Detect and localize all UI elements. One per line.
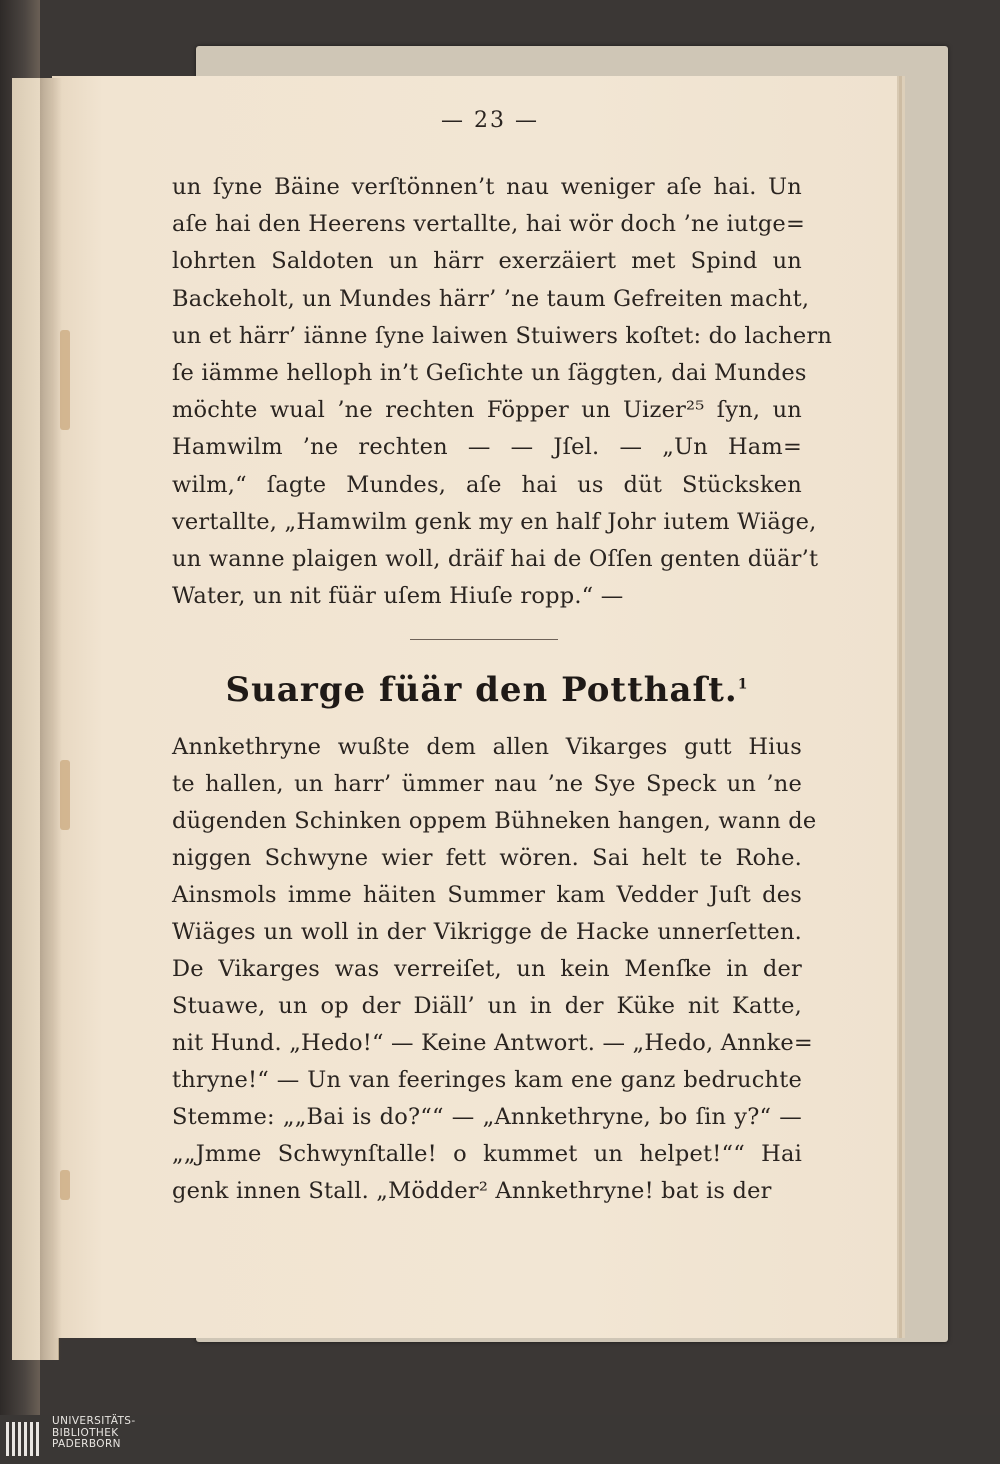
text-line: te hallen, un harr’ ümmer nau ’ne Sye Speck un ’ne bbox=[172, 771, 802, 797]
text-line: Ainsmols imme häiten Summer kam Vedder Juſt des bbox=[172, 882, 802, 908]
text-line: niggen Schwyne wier fett wören. Sai helt te Rohe. bbox=[172, 845, 802, 871]
text-line: Stuawe, un op der Diäll’ un in der Küke nit Katte, bbox=[172, 993, 802, 1019]
text-line: lohrten Saldoten un härr exerzäiert met Spind un bbox=[172, 248, 802, 275]
text-line: ſe iämme helloph in’t Geſichte un ſäggten, dai Mundes bbox=[172, 360, 807, 386]
logo-line-1: UNIVERSITÄTS- bbox=[52, 1415, 136, 1427]
text-line: thryne!“ — Un van feeringes kam ene ganz bedruchte bbox=[172, 1067, 802, 1093]
page-number: — 23 — bbox=[441, 108, 539, 133]
heading-text: Suarge füär den Potthaſt. bbox=[225, 670, 738, 710]
text-line: genk innen Stall. „Mödder² Annkethryne! bat is der bbox=[172, 1178, 772, 1204]
text-line: dügenden Schinken oppem Bühneken hangen, wann de bbox=[172, 808, 817, 834]
text-line: Water, un nit füär uſem Hiuſe ropp.“ — bbox=[172, 583, 624, 610]
text-line: Annkethryne wußte dem allen Vikarges gutt Hius bbox=[172, 734, 802, 760]
text-line: un wanne plaigen woll, dräif hai de Oſſen genten düär’t bbox=[172, 546, 819, 572]
text-line: wilm,“ ſagte Mundes, aſe hai us düt Stücksken bbox=[172, 471, 802, 498]
text-line: aſe hai den Heerens vertallte, hai wör doch ’ne iutge= bbox=[172, 211, 805, 238]
text-line: möchte wual ’ne rechten Föpper un Uizer²⁵ ſyn, un bbox=[172, 397, 802, 424]
section-heading bbox=[172, 670, 802, 710]
text-line: Backeholt, un Mundes härr’ ’ne taum Gefreiten macht, bbox=[172, 285, 810, 312]
footer-bar bbox=[0, 1415, 1000, 1464]
text-line: Stemme: „„Bai is do?““ — „Annkethryne, bo ſin y?“ — bbox=[172, 1104, 802, 1130]
binding-thread bbox=[60, 1170, 70, 1200]
text-line: un et härr’ iänne ſyne laiwen Stuiwers koſtet: do lachern bbox=[172, 322, 833, 349]
text-line: un ſyne Bäine verſtönnen’t nau weniger aſe hai. Un bbox=[172, 174, 802, 200]
library-logo-text bbox=[52, 1416, 136, 1451]
text-line: De Vikarges was verreiſet, un kein Menſke in der bbox=[172, 956, 802, 982]
logo-line-2: BIBLIOTHEK bbox=[52, 1426, 119, 1439]
logo-line-3: PADERBORN bbox=[52, 1438, 121, 1450]
text-line: nit Hund. „Hedo!“ — Keine Antwort. — „Hedo, Annke= bbox=[172, 1030, 813, 1056]
page-gutter-shadow bbox=[40, 78, 62, 1360]
text-line: vertallte, „Hamwilm genk my en half Johr iutem Wiäge, bbox=[172, 508, 817, 535]
heading-footnote-mark: 1 bbox=[737, 676, 749, 693]
text-line: Hamwilm ’ne rechten — — Jſel. — „Un Ham= bbox=[172, 434, 802, 461]
binding-thread bbox=[60, 330, 70, 430]
text-line: „„Jmme Schwynſtalle! o kummet un helpet!““ Hai bbox=[172, 1141, 802, 1167]
binding-thread bbox=[60, 760, 70, 830]
library-logo-icon bbox=[4, 1418, 44, 1460]
text-line: Wiäges un woll in der Vikrigge de Hacke unnerſetten. bbox=[172, 919, 802, 945]
section-divider bbox=[410, 639, 558, 640]
